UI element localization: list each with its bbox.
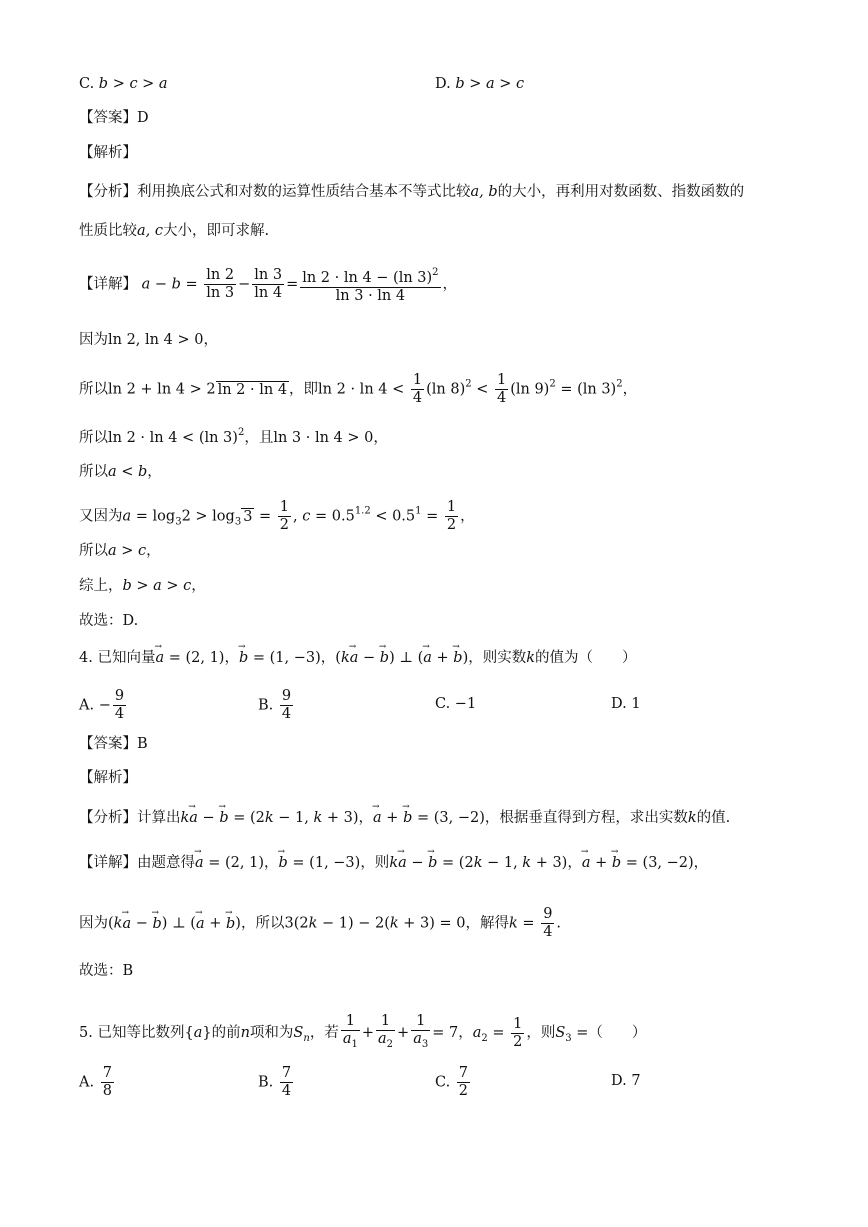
option-label: C. bbox=[435, 1074, 451, 1091]
q4-fenxi: 【分析】计算出k→ a − → b = (2k − 1, k + 3)，→ a + → b = (3, −2)，根据垂直得到方程，求出实数k的值. bbox=[79, 808, 730, 828]
math: a, b bbox=[470, 184, 498, 200]
q4-solve: 因为(k→ a − → b) ⊥ (→ a + → b)，所以3(2k − 1) − 2(k + 3) = 0，解得k = $\frac{9}{4}$ . bbox=[79, 906, 561, 941]
q4-option-d: D. 1 bbox=[611, 696, 641, 712]
text: 因为 bbox=[79, 332, 108, 348]
text: 综上， bbox=[79, 578, 123, 594]
q3-am-gm: 所以ln 2 + ln 4 > 2 ln 2 · ln 4 ，即ln 2 · ln 4 < $\frac{1}{4}$ (ln 8)$^2$ < $\frac{1}{4}$ (ln 9)$^2$ = (ln 3)$^2$， bbox=[79, 372, 638, 406]
q4-option-c bbox=[435, 694, 476, 714]
fraction: $\frac{1}{4}$ bbox=[496, 372, 507, 406]
text: 大小，即可求解. bbox=[162, 223, 270, 239]
fraction: $\frac{9}{4}$ bbox=[543, 906, 553, 940]
text: 的大小，再利用对数函数、指数函数的 bbox=[497, 184, 745, 200]
fraction: $\frac{1}{2}$ bbox=[513, 1015, 523, 1050]
option-label: A. bbox=[79, 697, 95, 714]
q3-compare-ac: 又因为$a = \log_32 > \log_3 3$ = $\frac{1}{2}$ , $c = 0.5^{1.2} < 0.5^1$ = $\frac{1}{2}$ ， bbox=[79, 499, 475, 533]
math: k bbox=[526, 650, 536, 666]
q3-detail-equation: 【详解】 a − b = $\frac{\ln 2}{\ln 3}$ − $\frac{\ln 3}{\ln 4}$ = $\frac{\ln 2 \cdot \ln 4 - (\ln 3)^2}{\ln 3 \cdot \ln 4}$ ， bbox=[79, 264, 457, 305]
q5-option-a bbox=[79, 1065, 116, 1100]
fraction: $\frac{\ln 2 \cdot \ln 4 - (\ln 3)^2}{\ln 3 \cdot \ln 4}$ bbox=[300, 264, 440, 305]
text: 的前 bbox=[211, 1025, 241, 1041]
q3-analysis-heading: 【解析】 bbox=[79, 145, 137, 161]
text: 项和为 bbox=[249, 1025, 294, 1041]
q3-answer: 【答案】D bbox=[79, 110, 149, 126]
text: ，解得 bbox=[465, 915, 510, 932]
math: b > a > c bbox=[122, 578, 192, 594]
text: 又因为 bbox=[79, 508, 123, 525]
fraction: $\frac{1}{2}$ bbox=[279, 499, 290, 533]
q3-summary: 综上，b > a > c， bbox=[79, 578, 206, 594]
text: 4. 已知向量 bbox=[79, 650, 156, 666]
text: 的值为（ ） bbox=[535, 650, 637, 666]
q3-ineq: 所以ln 2 · ln 4 < (ln 3)$^2$，且ln 3 · ln 4 > 0， bbox=[79, 427, 388, 446]
q5-option-b bbox=[258, 1065, 295, 1100]
text: ，若 bbox=[309, 1025, 339, 1041]
fraction: $\frac{7}{8}$ bbox=[102, 1065, 112, 1099]
option-label: B. bbox=[258, 697, 274, 714]
text: 【分析】利用换底公式和对数的运算性质结合基本不等式比较 bbox=[79, 184, 471, 200]
fraction: $\frac{7}{4}$ bbox=[281, 1065, 292, 1099]
q5-stem: 5. 已知等比数列{a}的前n项和为$S_n$，若 $\frac{1}{a_1}$ + $\frac{1}{a_2}$ + $\frac{1}{a_3}$ = 7，$a_2$ = $\frac{1}{2}$ ，则$S_3$ =（ ） bbox=[79, 1013, 646, 1053]
text: ，则实数 bbox=[468, 650, 527, 666]
q4-choice: 故选：B bbox=[79, 963, 134, 979]
text: ，即 bbox=[289, 381, 319, 398]
label: 【详解】 bbox=[79, 276, 137, 293]
text: 所以 bbox=[79, 464, 108, 480]
text: 性质比较 bbox=[79, 223, 137, 239]
q4-option-a: A. − $\frac{9}{4}$ bbox=[79, 688, 125, 722]
fraction: $\frac{7}{2}$ bbox=[458, 1065, 469, 1099]
text: 所以 bbox=[79, 543, 108, 559]
text: 【分析】计算出 bbox=[79, 810, 181, 826]
option-label: C. bbox=[435, 696, 451, 712]
q4-stem: 4. 已知向量→ a = (2, 1)，→ b = (1, −3)，(k→ a − → b) ⊥ (→ a + → b)，则实数k的值为（ ） bbox=[79, 648, 637, 668]
q3-option-c bbox=[79, 74, 168, 94]
text: 5. 已知等比数列 bbox=[79, 1025, 185, 1041]
q3-fenxi-line2 bbox=[79, 221, 269, 241]
text: ，根据垂直得到方程，求出实数 bbox=[484, 810, 688, 826]
fraction: $\frac{9}{4}$ bbox=[114, 688, 125, 722]
text: 所以 bbox=[79, 381, 108, 398]
q3-ln-positive: 因为ln 2, ln 4 > 0， bbox=[79, 332, 218, 348]
fraction: $\frac{\ln 2}{\ln 3}$ bbox=[206, 267, 235, 301]
math: a, c bbox=[137, 223, 163, 239]
option-text: b > a > c bbox=[455, 76, 525, 92]
text: 【详解】由题意得 bbox=[79, 855, 195, 871]
fraction: $\frac{1}{a_3}$ bbox=[413, 1013, 429, 1050]
math: k bbox=[687, 810, 697, 826]
math: a < b bbox=[108, 464, 148, 480]
q3-choice: 故选：D. bbox=[79, 613, 139, 629]
fraction: $\frac{1}{a_1}$ bbox=[342, 1013, 358, 1050]
text: 因为 bbox=[79, 915, 108, 932]
q4-answer: 【答案】B bbox=[79, 736, 148, 752]
text: ，则 bbox=[360, 855, 390, 871]
fraction: $\frac{1}{a_2}$ bbox=[378, 1013, 394, 1050]
option-label: C. bbox=[79, 76, 95, 92]
math: a > c bbox=[108, 543, 147, 559]
fraction: $\frac{1}{2}$ bbox=[446, 499, 457, 533]
q5-option-d: D. 7 bbox=[611, 1073, 641, 1089]
q5-option-c bbox=[435, 1065, 472, 1100]
text: 的值. bbox=[696, 810, 731, 826]
math: n bbox=[240, 1025, 250, 1041]
text: ，则 bbox=[526, 1025, 556, 1041]
q3-fenxi-line1 bbox=[79, 182, 744, 202]
text: （ ） bbox=[588, 1025, 647, 1041]
q3-a-lt-b: 所以a < b， bbox=[79, 464, 162, 480]
math: a − b = bbox=[141, 276, 198, 293]
option-label: A. bbox=[79, 1074, 95, 1091]
q3-option-d bbox=[435, 74, 524, 94]
math: ln 2, ln 4 > 0 bbox=[108, 332, 204, 348]
option-text: −1 bbox=[454, 696, 477, 712]
q4-detail: 【详解】由题意得→ a = (2, 1)，→ b = (1, −3)，则k→ a − → b = (2k − 1, k + 3)，→ a + → b = (3, −2)， bbox=[79, 853, 708, 873]
option-label: B. bbox=[258, 1074, 274, 1091]
option-text: b > c > a bbox=[98, 76, 168, 92]
option-label: D. bbox=[435, 76, 451, 92]
q4-option-b bbox=[258, 688, 295, 723]
text: 所以 bbox=[79, 430, 108, 446]
q4-analysis-heading: 【解析】 bbox=[79, 770, 137, 786]
text: ，且 bbox=[244, 430, 274, 446]
q3-a-gt-c: 所以a > c， bbox=[79, 543, 161, 559]
fraction: $\frac{\ln 3}{\ln 4}$ bbox=[254, 267, 283, 301]
fraction: $\frac{1}{4}$ bbox=[412, 372, 423, 406]
fraction: $\frac{9}{4}$ bbox=[281, 688, 292, 722]
text: ，所以 bbox=[240, 915, 285, 932]
